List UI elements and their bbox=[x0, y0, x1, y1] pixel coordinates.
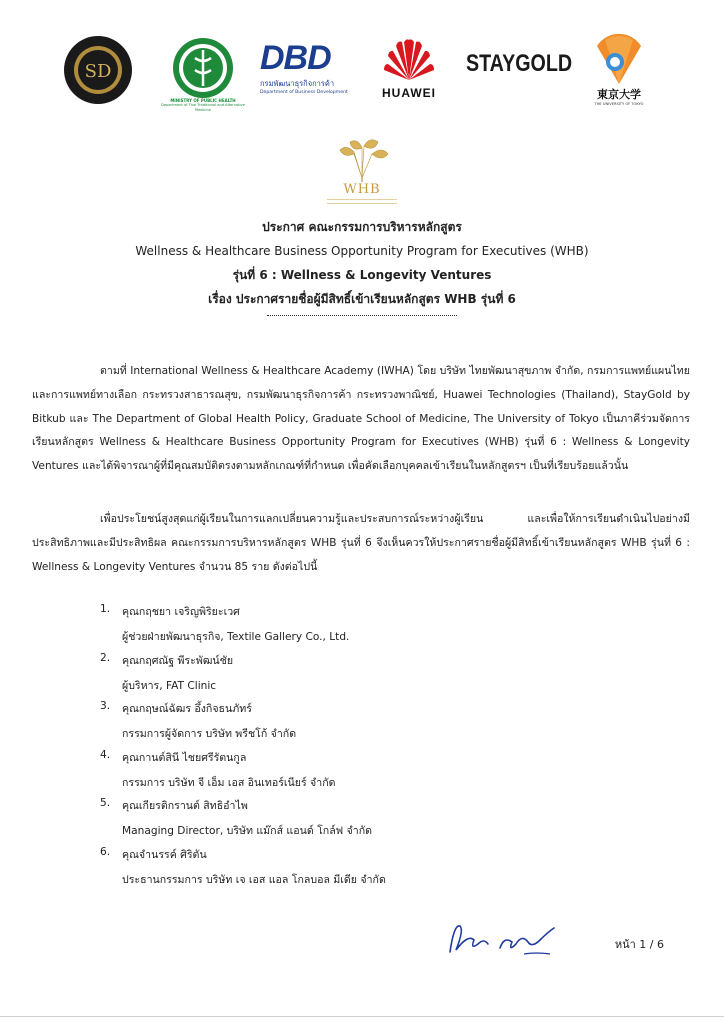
dbd-text: DBD bbox=[260, 39, 331, 77]
attendee-name: คุณกฤษณ์ฉัฒร อึ้งกิจธนภัทร์ bbox=[122, 703, 252, 715]
thai-health-development-seal-logo bbox=[62, 34, 134, 110]
sd-monogram: SD bbox=[84, 61, 112, 82]
attendee-name: คุณเกียรติกรานต์ สิทธิอำไพ bbox=[122, 800, 248, 812]
dbd-caption-en: Department of Business Development bbox=[260, 90, 348, 95]
university-of-tokyo-logo bbox=[584, 32, 654, 106]
moph-label: MINISTRY OF PUBLIC HEALTH bbox=[170, 98, 236, 103]
attendee-name: คุณจำนรรค์ ศิริตัน bbox=[122, 848, 207, 861]
attendee-title: ประธานกรรมการ บริษัท เจ เอส แอล โกลบอล มีเดีย จำกัด bbox=[122, 873, 386, 886]
list-item bbox=[100, 747, 660, 796]
attendee-title: ผู้ช่วยฝ่ายพัฒนาธุรกิจ, Textile Gallery Co., Ltd. bbox=[122, 631, 350, 643]
attendee-title: กรรมการ บริษัท จี เอ็ม เอส อินเทอร์เนียร์ จำกัด bbox=[122, 776, 336, 789]
list-item bbox=[100, 795, 660, 844]
dbd-logo bbox=[260, 40, 352, 95]
item-number: 2. bbox=[100, 651, 111, 664]
item-number: 6. bbox=[100, 845, 111, 858]
staygold-logo bbox=[466, 50, 595, 78]
item-number: 1. bbox=[100, 603, 111, 615]
attendee-name: คุณกานต์สินี ไชยศรีรัตนกูล bbox=[122, 751, 247, 764]
header-line-2: Wellness & Healthcare Business Opportunity Program for Executives (WHB) bbox=[135, 244, 589, 258]
partner-logos bbox=[62, 32, 676, 112]
handwritten-signature bbox=[444, 914, 574, 968]
whb-subtitle-lines bbox=[327, 199, 397, 204]
attendee-name: คุณกฤชยา เจริญพิริยะเวศ bbox=[122, 606, 240, 618]
body-paragraph-1: ตามที่ International Wellness & Healthcare Academy (IWHA) โดย บริษัท ไทยพัฒนาสุขภาพ จำกัด, กรมการแพทย์แผนไทยและการแพทย์ทางเลือก กระทรวงสาธารณสุข, กรมพัฒนาธุรกิจการค้า กระทรวงพาณิชย์, Huawei Technologies (Thailand), StayGold by Bitkub และ The Department of Global Health Policy, Graduate School of Medicine, The University of Tokyo เป็นภาคีร่วมจัดการเรียนหลักสูตร Wellness & Healthcare Business Opportunity Program for Executives (WHB) รุ่นที่ 6 : Wellness & Longevity Ventures และได้พิจารณาผู้ที่มีคุณสมบัติตรงตามหลักเกณฑ์ที่กำหนด เพื่อคัดเลือกบุคคลเข้าเรียนในหลักสูตรฯ เป็นที่เรียบร้อยแล้วนั้น bbox=[32, 365, 690, 473]
list-item bbox=[100, 844, 660, 893]
staygold-text: STAYGOLD bbox=[466, 50, 573, 77]
attendee-name: คุณกฤศณัฐ พีระพัฒน์ชัย bbox=[122, 654, 234, 667]
list-item bbox=[100, 698, 660, 747]
header-divider bbox=[267, 315, 457, 316]
page-bottom-border bbox=[0, 1016, 724, 1017]
dbd-caption-thai: กรมพัฒนาธุรกิจการค้า bbox=[260, 79, 335, 88]
attendee-title: ผู้บริหาร, FAT Clinic bbox=[122, 679, 217, 692]
page-number: หน้า 1 / 6 bbox=[614, 938, 664, 951]
announcement-header bbox=[0, 215, 724, 316]
item-number: 5. bbox=[100, 797, 111, 809]
item-number: 4. bbox=[100, 748, 111, 761]
header-line-1: ประกาศ คณะกรรมการบริหารหลักสูตร bbox=[262, 220, 462, 234]
attendee-title: Managing Director, บริษัท แม๊กส์ แอนด์ โกล์ฟ จำกัด bbox=[122, 825, 373, 837]
item-number: 3. bbox=[100, 700, 111, 712]
list-item bbox=[100, 601, 660, 650]
attendee-title: กรรมการผู้จัดการ บริษัท พรีชโก้ จำกัด bbox=[122, 728, 297, 740]
ministry-of-public-health-logo bbox=[158, 36, 248, 113]
list-item bbox=[100, 650, 660, 699]
whb-logo bbox=[312, 136, 412, 204]
attendee-list bbox=[100, 601, 660, 892]
body-paragraph-2: เพื่อประโยชน์สูงสุดแก่ผู้เรียนในการแลกเปลี่ยนความรู้และประสบการณ์ระหว่างผู้เรียน และเพื่อให้การเรียนดำเนินไปอย่างมีประสิทธิภาพและมีประสิทธิผล คณะกรรมการบริหารหลักสูตร WHB รุ่นที่ 6 จึงเห็นควรให้ประกาศรายชื่อผู้มีสิทธิ์เข้าเรียนหลักสูตร WHB รุ่นที่ 6 : Wellness & Longevity Ventures จำนวน 85 ราย ดังต่อไปนี้ bbox=[32, 513, 690, 573]
header-line-3: รุ่นที่ 6 : Wellness & Longevity Ventures bbox=[232, 268, 492, 282]
huawei-logo bbox=[374, 36, 444, 100]
tokyo-caption: THE UNIVERSITY OF TOKYO bbox=[594, 102, 644, 106]
whb-text: WHB bbox=[343, 182, 381, 197]
header-line-4: เรื่อง ประกาศรายชื่อผู้มีสิทธิ์เข้าเรียนหลักสูตร WHB รุ่นที่ 6 bbox=[208, 292, 516, 306]
tokyo-text: 東京大学 bbox=[597, 88, 641, 101]
huawei-text: HUAWEI bbox=[382, 86, 436, 100]
moph-caption: Department of Thai Traditional and Alternative Medicine bbox=[161, 103, 245, 112]
